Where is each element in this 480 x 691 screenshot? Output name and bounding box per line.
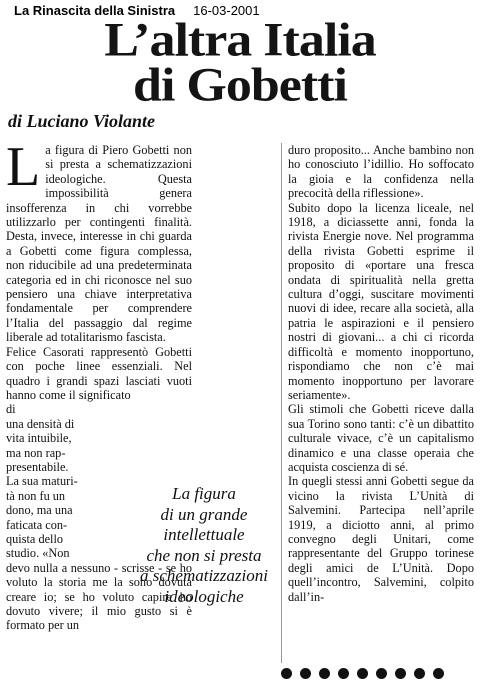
text-line: presentabile. [6, 459, 69, 474]
pull-quote [125, 484, 283, 607]
bullet-dot-icon [395, 668, 406, 679]
text-line: tà non fu un [6, 488, 66, 503]
headline-line-2: di Gobetti [133, 59, 347, 112]
paragraph: In quegli stessi anni Gobetti segue da vicino la rivista L’Unità di Salvemini. Partecipa nell’aprile 1919, a diciotto anni, al primo convegno degli Unitari, come rappresentante del Gruppo torinese degli amici de L’Unità. Dopo quell’incontro, Salvemini, colpito dall’in- [288, 474, 474, 604]
publication-name: La Rinascita della Sinistra [14, 3, 176, 18]
text-line: La sua maturi- [6, 474, 78, 489]
bullet-dot-icon [281, 668, 292, 679]
bullet-dot-icon [433, 668, 444, 679]
column-divider [281, 143, 282, 663]
paragraph: Gli stimoli che Gobetti riceve dalla sua Torino sono tanti: c’è un dibattito culturale vivace, c’è un capitalismo dinamico e una classe operaia che acquista coscienza di sé. [288, 402, 474, 474]
headline-line-1: L’altra Italia [104, 14, 376, 67]
continuation-dots [281, 668, 444, 679]
text-line: dono, ma una [6, 503, 73, 518]
pull-quote-line: La figura [172, 484, 236, 503]
bullet-dot-icon [300, 668, 311, 679]
pull-quote-line: di un grande [160, 504, 248, 524]
paragraph: duro proposito... Anche bambino non ho conosciuto l’idillio. Ho soffocato la gioia e la confidenza nella precocità della riflessione». [288, 143, 474, 201]
pull-quote-line: che non si presta [146, 545, 262, 565]
paragraph-text: a figura di Piero Gobetti non si presta a schematizzazioni ideologiche. Questa impossibilità genera insofferenza in chi vorrebbe utilizzarlo per contingenti finalità. Desta, invece, interesse in chi guarda a Gobetti come figura complessa, non riducibile ad una predeterminata categoria ed in chi riconosce nel suo pensiero una chiave interpretativa fondamentale per comprendere l’Italia del passaggio dal regime liberale ad totalitarismo fascista. [6, 143, 192, 345]
byline: di Luciano Violante [8, 111, 156, 131]
drop-cap: L [6, 136, 41, 198]
text-line: faticata con- [6, 517, 68, 532]
narrow-text-block [6, 402, 78, 561]
bullet-dot-icon [376, 668, 387, 679]
text-line: quista dello [6, 531, 64, 546]
text-line: ma non rap- [6, 445, 66, 460]
bullet-dot-icon [319, 668, 330, 679]
article-column-2 [288, 143, 474, 604]
text-line: una densità di [6, 416, 75, 431]
text-line: di [6, 402, 16, 417]
bullet-dot-icon [338, 668, 349, 679]
paragraph [6, 136, 192, 345]
pull-quote-line: ideologiche [164, 586, 244, 606]
paragraph: Subito dopo la licenza liceale, nel 1918, a diciassette anni, fonda la rivista Energie nove. Nel programma della rivista Gobetti esprime il proposito di «portare una fresca ondata di spiritualità nella gretta cultura d’oggi, suscitare movimenti nuovi di idee, recare alla società, alla patria le aspirazioni e il pensiero nostri di giovani... a chi ci ricorda difficoltà e momento inopportuno, rispondiamo che non c’è mai momento inopportuno per lavorare seriamente». [288, 200, 474, 402]
pull-quote-line: intellettuale [163, 525, 245, 544]
text-line: studio. «Non [6, 546, 70, 561]
text-line: vita intuibile, [6, 431, 72, 446]
paragraph: devo nulla a nessuno - scrisse - se ho voluto la storia me la sono dovuta creare io; se ho voluto capire ho dovuto vivere; il mio gusto si è formato per un [6, 560, 192, 633]
paragraph: Felice Casorati rappresentò Gobetti con poche linee essenziali. Nel quadro i grandi spazi lasciati vuoti hanno come il significato [6, 344, 192, 402]
publication-date: 16-03-2001 [193, 3, 260, 18]
bullet-dot-icon [414, 668, 425, 679]
pull-quote-line: a schematizzazioni [140, 566, 268, 585]
bullet-dot-icon [357, 668, 368, 679]
